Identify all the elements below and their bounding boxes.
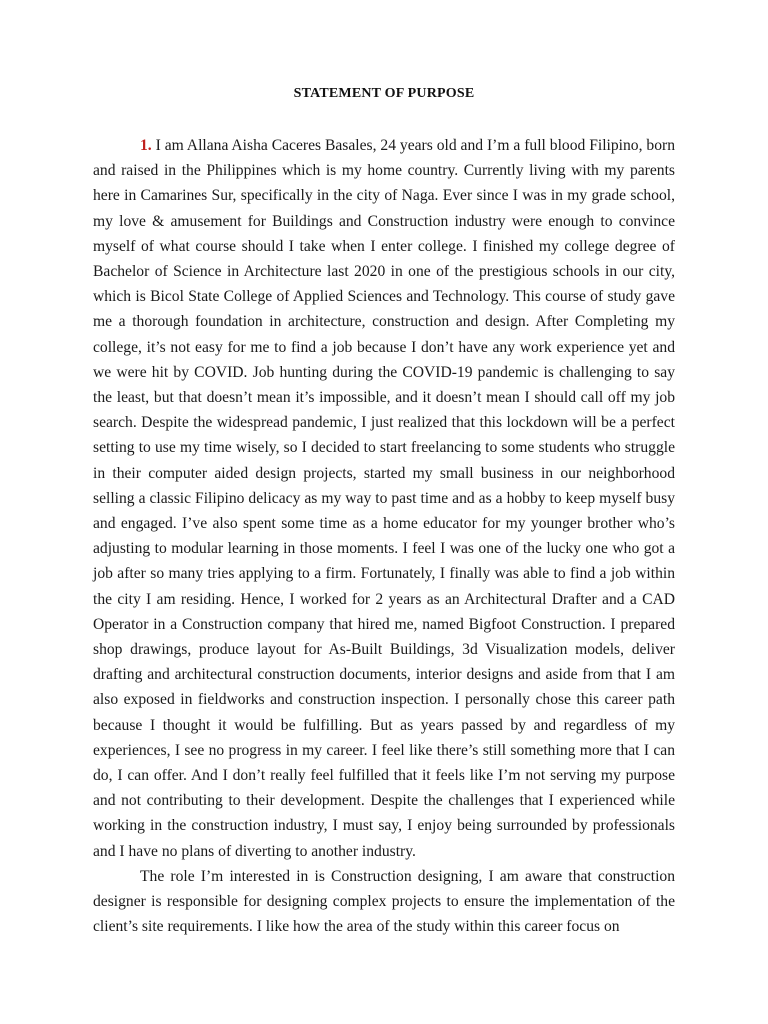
paragraph-2-text: The role I’m interested in is Construction designing, I am aware that construction designer is responsible for designing complex projects to ensure the implementation of the client’s site requirements. I like how the area of the study within this career focus on [93,867,675,936]
paragraph-2 [93,864,675,940]
document-title: STATEMENT OF PURPOSE [293,86,475,101]
paragraph-number: 1. [140,137,152,154]
paragraph-1 [93,133,675,864]
paragraph-1-text: I am Allana Aisha Caceres Basales, 24 years old and I’m a full blood Filipino, born and raised in the Philippines which is my home country. Currently living with my parents here in Camarines Sur, specifically in the city of Naga. Ever since I was in my grade school, my love & amusement for Buildings and Construction industry were enough to convince myself of what course should I take when I enter college. I finished my college degree of Bachelor of Science in Architecture last 2020 in one of the prestigious schools in our city, which is Bicol State College of Applied Sciences and Technology. This course of study gave me a thorough foundation in architecture, construction and design. After Completing my college, it’s not easy for me to find a job because I don’t have any work experience yet and we were hit by COVID. Job hunting during the COVID-19 pandemic is challenging to say the least, but that doesn’t mean it’s impossible, and it doesn’t mean I should call off my job search. Despite the widespread pandemic, I just realized that this lockdown will be a perfect setting to use my time wisely, so I decided to start freelancing to some students who struggle in their computer aided design projects, started my small business in our neighborhood selling a classic Filipino delicacy as my way to past time and as a hobby to keep myself busy and engaged. I’ve also spent some time as a home educator for my younger brother who’s adjusting to modular learning in those moments. I feel I was one of the lucky one who got a job after so many tries applying to a firm. Fortunately, I finally was able to find a job within the city I am residing. Hence, I worked for 2 years as an Architectural Drafter and a CAD Operator in a Construction company that hired me, named Bigfoot Construction. I prepared shop drawings, produce layout for As-Built Buildings, 3d Visualization models, deliver drafting and architectural construction documents, interior designs and aside from that I am also exposed in fieldworks and construction inspection. I personally chose this career path because I thought it would be fulfilling. But as years passed by and regardless of my experiences, I see no progress in my career. I feel like there’s still something more that I can do, I can offer. And I don’t really feel fulfilled that it feels like I’m not serving my purpose and not contributing to their development. Despite the challenges that I experienced while working in the construction industry, I must say, I enjoy being surrounded by professionals and I have no plans of diverting to another industry. [93,137,675,860]
document-body [93,133,675,940]
